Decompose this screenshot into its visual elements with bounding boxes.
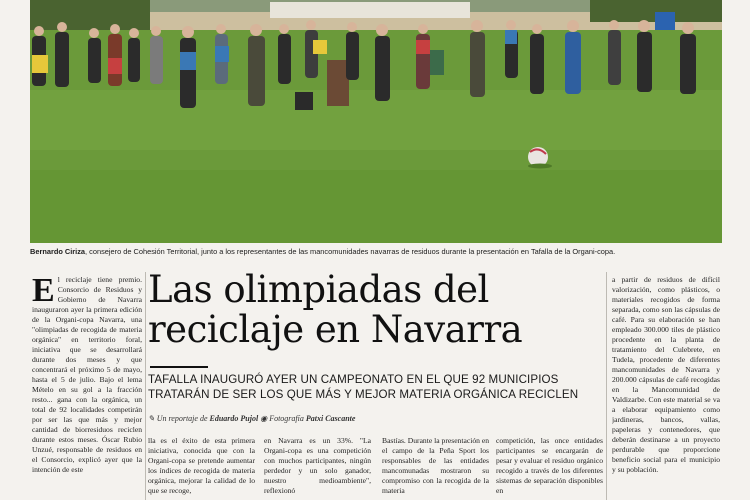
column-divider bbox=[145, 272, 146, 500]
camera-icon: ◉ bbox=[260, 414, 270, 423]
caption-name: Bernardo Ciriza bbox=[30, 247, 86, 256]
body-text: en Navarra es un 33%. "La Organi-copa es una competición con muchos participantes, ningún perdedor y un solo ganador, nuestro medioambiente", reflexionó bbox=[264, 436, 371, 495]
right-column bbox=[612, 275, 720, 500]
subheadline: TAFALLA INAUGURÓ AYER UN CAMPEONATO EN EL QUE 92 MUNICIPIOS TRATARÁN DE SER LOS QUE MÁS Y MEJOR MATERIA ORGÁNICA RECICLEN bbox=[148, 373, 579, 401]
byline-prefix: Un reportaje de bbox=[156, 414, 208, 423]
body-column-1 bbox=[148, 436, 255, 500]
caption-text: , consejero de Cohesión Territorial, junto a los representantes de las mancomunidades navarras de residuos durante la presentación en Tafalla de la Organi-copa. bbox=[85, 247, 616, 256]
photo-illustration bbox=[30, 0, 722, 243]
left-column-text: l reciclaje tiene premio. Consorcio de Residuos y Gobierno de Navarra inauguraron ayer la primera edición de la Organi-copa Navarra, una "olimpiadas de recogida de materia orgánica" en territorio foral, iniciativa que se desarrollará durante dos meses y que concentrará el próximo 5 de mayo, hasta el 5 de julio. Bajo el lema Mételo en su gol a la fracción resto... gana con la orgánica, un total de 92 localidades competirán por ser las que más y mejor cantidad de biorresiduos reciclen durante estos meses. Óscar Rubio Unzué, responsable de residuos en el Consorcio, explicó ayer que la intención de este bbox=[32, 275, 142, 474]
right-column-text: a partir de residuos de difícil valorización, como plásticos, o materiales recogidos de forma separada, como son las cápsulas de café. Para su elaboración se han empleado 300.000 tiles de plástico procedente en la planta de tratamiento del Culebrete, en Tudela, procedente de diferentes mancomunidades de Navarra y 200.000 cápsulas de café recogidas en la Mancomunidad de Valdizarbe. Con este material se va a elaborar equipamiento como jardineras, bancos, vallas, papeleras y contenedores, que deberán destinarse a un proyecto perdurable que proporcione beneficio social para el municipio y su población. bbox=[612, 275, 720, 474]
news-photo bbox=[30, 0, 722, 243]
body-column-4 bbox=[496, 436, 603, 500]
body-text: Bastías. Durante la presentación en el campo de la Peña Sport los responsables de las entidades mancomunadas mostraron su compromiso con la recogida de la materia bbox=[382, 436, 489, 495]
dropcap: E bbox=[32, 275, 55, 309]
byline bbox=[148, 414, 603, 424]
byline-photo-prefix: Fotografía bbox=[269, 414, 304, 423]
pen-icon: ✎ bbox=[148, 414, 157, 423]
photo-caption bbox=[30, 247, 722, 257]
byline-author: Eduardo Pujol bbox=[209, 414, 259, 423]
subhead-rule bbox=[150, 366, 208, 368]
column-divider bbox=[606, 272, 607, 500]
byline-photographer: Patxi Cascante bbox=[305, 414, 356, 423]
body-column-3 bbox=[382, 436, 489, 500]
left-column bbox=[32, 275, 142, 500]
body-text: lla es el éxito de esta primera iniciativa, conocida que con la Organi-copa se pretende aumentar los índices de recogida de materia orgánica, mejorar la calidad de lo que se recoge, bbox=[148, 436, 255, 495]
headline: Las olimpiadas del reciclaje en Navarra bbox=[148, 268, 523, 351]
body-column-2 bbox=[264, 436, 371, 500]
body-text: competición, las once entidades participantes se encargarán de pesar y evaluar el residuo orgánico recogido a través de los diferentes sistemas de separación disponibles en bbox=[496, 436, 603, 495]
